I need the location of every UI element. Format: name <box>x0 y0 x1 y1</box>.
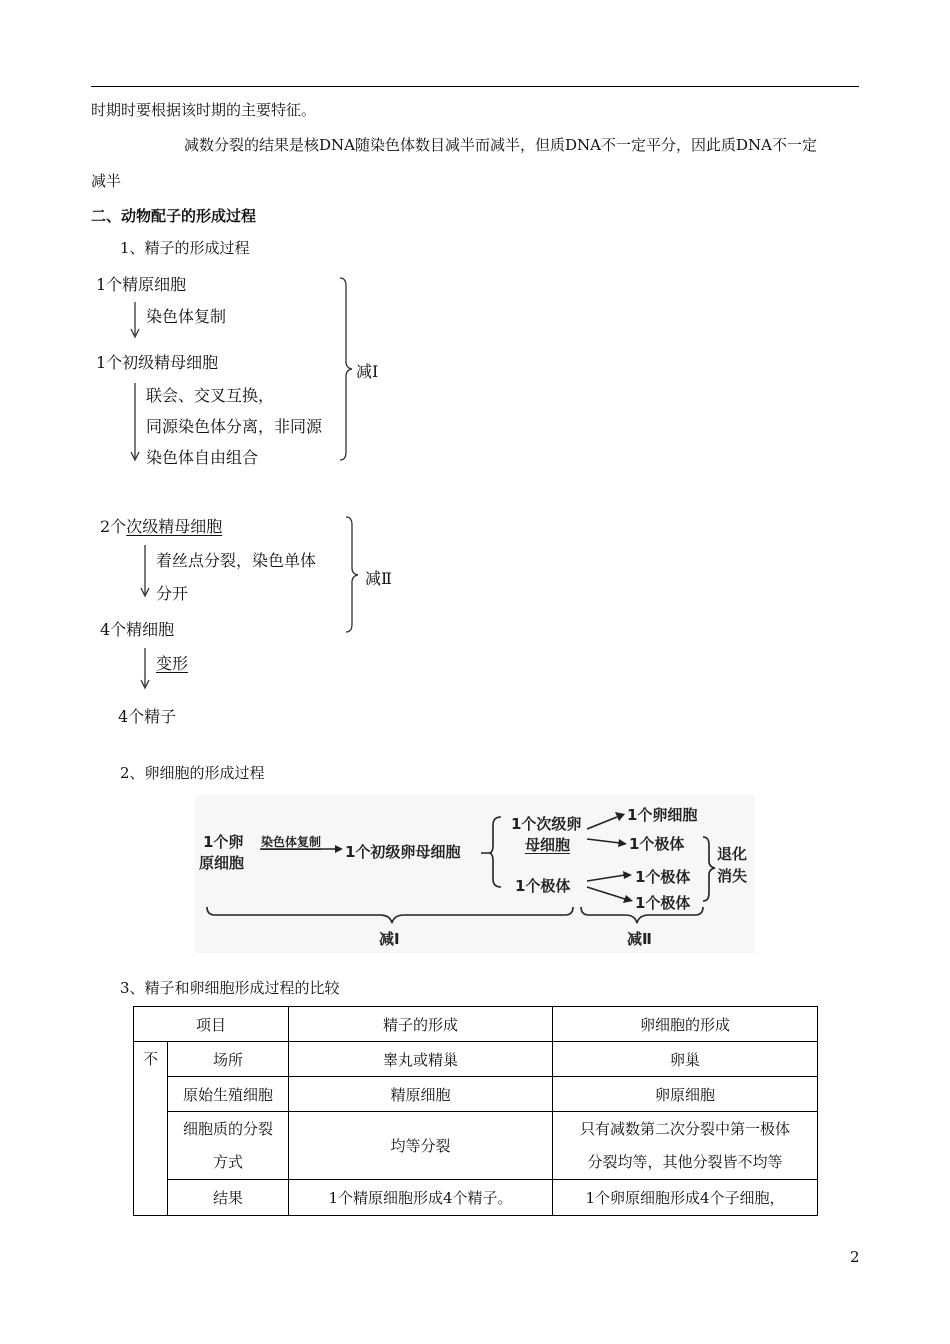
table-group-label: 不 <box>134 1042 168 1216</box>
table-row <box>134 1042 818 1077</box>
egg-degenerate-l1: 退化 <box>717 845 748 863</box>
table-cell-egg-l1: 只有减数第二次分裂中第一极体 <box>579 1119 790 1138</box>
sperm-node-spermatogonium: 1个精原细胞 <box>96 275 187 294</box>
table-header-egg: 卵细胞的形成 <box>553 1007 818 1042</box>
section-heading: 二、动物配子的形成过程 <box>91 207 257 225</box>
meiosis-1-label: 减Ⅰ <box>356 362 379 381</box>
table-cell-sperm: 精原细胞 <box>289 1077 553 1112</box>
egg-node-oogonium-l1: 1个卵 <box>203 833 244 851</box>
table-cell-item <box>168 1112 289 1180</box>
egg-node-secondary-oocyte-l1: 1个次级卵 <box>511 815 582 833</box>
sperm-node-spermatid: 4个精细胞 <box>100 620 175 639</box>
sperm-step-dna-replication: 染色体复制 <box>146 307 227 326</box>
sperm-node-primary-spermatocyte: 1个初级精母细胞 <box>96 353 219 372</box>
sperm-step-transform: 变形 <box>156 654 189 673</box>
egg-node-oogonium-l2: 原细胞 <box>199 854 245 872</box>
table-cell-egg <box>553 1112 818 1180</box>
para-line-2: 减数分裂的结果是核DNA随染色体数目减半而减半，但质DNA不一定平分，因此质DNA不一定 <box>184 136 817 154</box>
egg-node-polar-body-a: 1个极体 <box>629 835 685 853</box>
table-cell-egg: 1个卵原细胞形成4个子细胞， <box>553 1180 818 1216</box>
table-row <box>134 1077 818 1112</box>
table-cell-item-l1: 细胞质的分裂 <box>182 1119 273 1138</box>
table-cell-item: 结果 <box>168 1180 289 1216</box>
egg-node-egg-cell: 1个卵细胞 <box>627 806 698 824</box>
egg-diagram <box>195 795 755 953</box>
egg-node-secondary-oocyte-l2: 母细胞 <box>525 836 571 854</box>
table-cell-item: 场所 <box>168 1042 289 1077</box>
table-cell-egg: 卵巢 <box>553 1042 818 1077</box>
sperm-node-sperm: 4个精子 <box>118 707 177 726</box>
para-line-3: 减半 <box>91 172 122 190</box>
table-cell-sperm: 均等分裂 <box>289 1112 553 1180</box>
table-cell-egg: 卵原细胞 <box>553 1077 818 1112</box>
table-header-item: 项目 <box>134 1007 289 1042</box>
sperm-node-secondary-spermatocyte: 2个次级精母细胞 <box>100 517 223 536</box>
egg-meiosis-1-label: 减Ⅰ <box>379 930 400 948</box>
sperm-step-centromere-split: 着丝点分裂，染色单体 <box>156 551 317 570</box>
egg-step-dna-replication: 染色体复制 <box>261 835 322 849</box>
comparison-table <box>133 1006 818 1216</box>
sperm-step-assortment: 染色体自由组合 <box>146 448 259 467</box>
para-line-1: 时期时要根据该时期的主要特征。 <box>91 101 317 119</box>
table-cell-item-l2: 方式 <box>212 1152 243 1171</box>
sperm-step-separation: 同源染色体分离，非同源 <box>146 417 323 436</box>
egg-node-polar-body-b: 1个极体 <box>635 868 691 886</box>
sperm-step-chromatid-separate: 分开 <box>156 584 189 603</box>
subheading-egg: 2、卵细胞的形成过程 <box>120 764 265 782</box>
subheading-sperm: 1、精子的形成过程 <box>120 239 250 257</box>
subheading-comparison: 3、精子和卵细胞形成过程的比较 <box>120 979 340 997</box>
table-header-row <box>134 1007 818 1042</box>
egg-node-polar-body-c: 1个极体 <box>635 894 691 912</box>
egg-node-primary-oocyte: 1个初级卵母细胞 <box>345 843 461 861</box>
table-cell-egg-l2: 分裂均等，其他分裂皆不均等 <box>587 1152 783 1171</box>
table-row <box>134 1180 818 1216</box>
table-cell-item: 原始生殖细胞 <box>168 1077 289 1112</box>
egg-meiosis-2-label: 减Ⅱ <box>627 930 652 948</box>
egg-node-first-polar-body: 1个极体 <box>515 877 571 895</box>
page-number: 2 <box>850 1248 860 1266</box>
sperm-step-synapsis: 联会、交叉互换， <box>146 386 275 405</box>
table-row <box>134 1112 818 1180</box>
sperm-node-secondary-text: 次级精母细胞 <box>126 517 223 536</box>
egg-degenerate-l2: 消失 <box>717 867 748 885</box>
table-cell-sperm: 1个精原细胞形成4个精子。 <box>289 1180 553 1216</box>
table-cell-sperm: 睾丸或精巢 <box>289 1042 553 1077</box>
meiosis-2-label: 减Ⅱ <box>365 569 392 588</box>
table-header-sperm: 精子的形成 <box>289 1007 553 1042</box>
